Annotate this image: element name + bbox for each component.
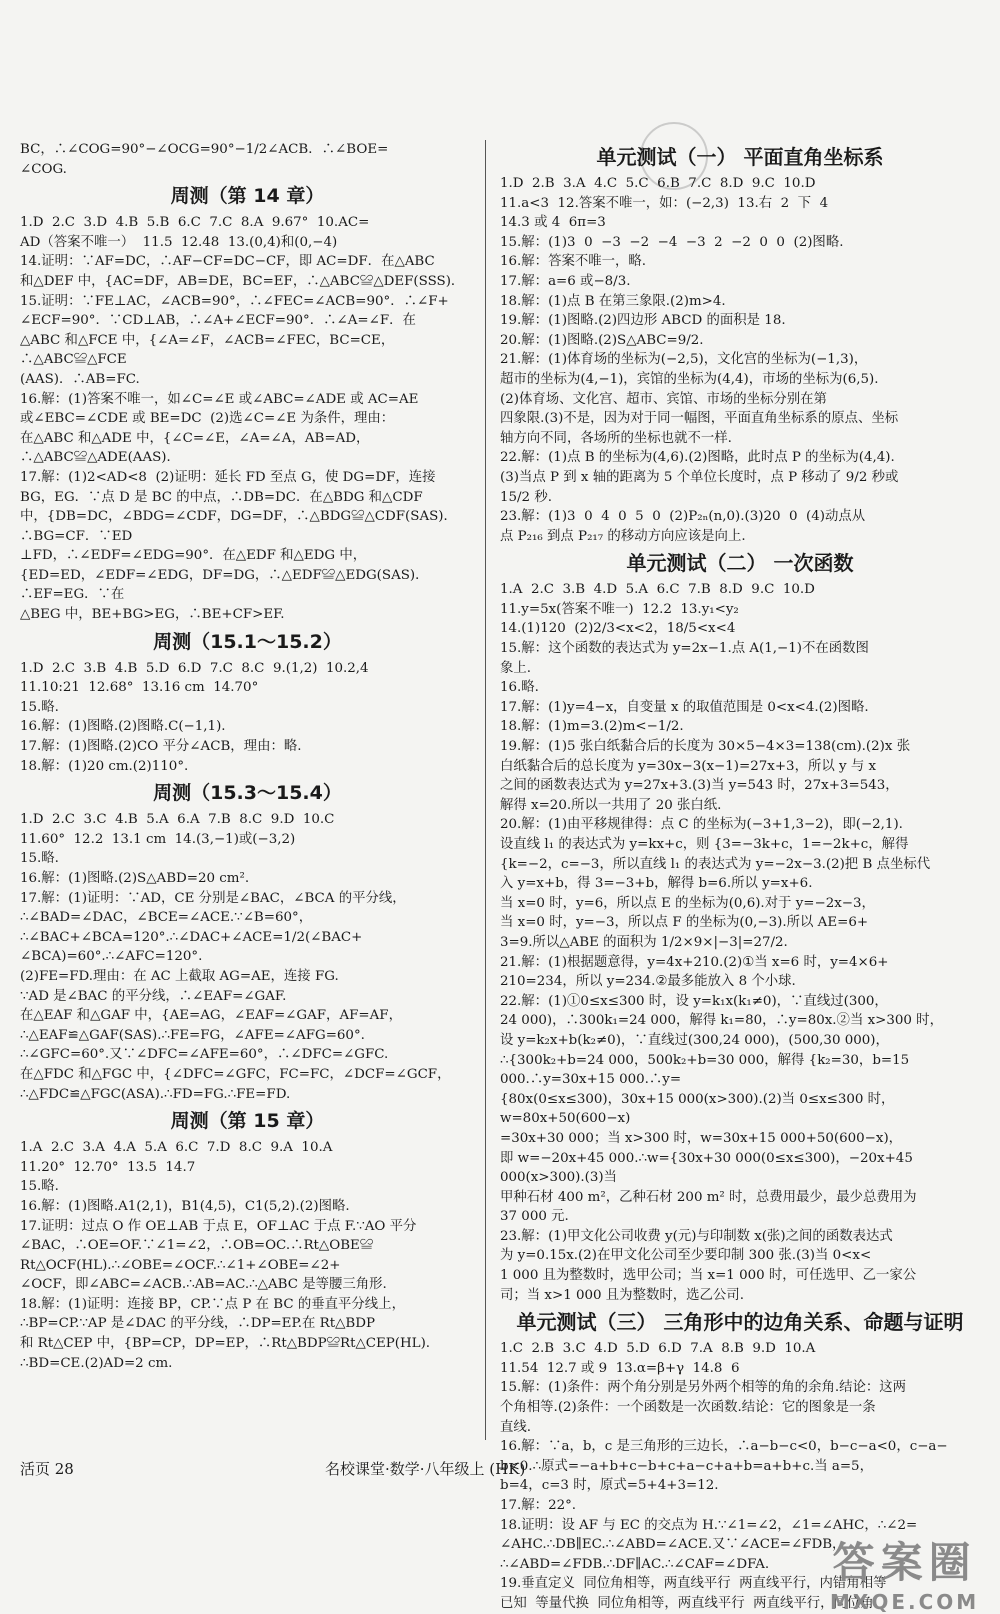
answer-line: 之间的函数表达式为 y=27x+3.(3)当 y=543 时，27x+3=543， bbox=[500, 778, 899, 794]
watermark-logo-text: 答案圈 bbox=[832, 1538, 977, 1587]
answer-line: ⊥FD，∴∠EDF=∠EDG=90°．在△EDF 和△EDG 中， bbox=[20, 548, 367, 564]
section-unit-test-1 bbox=[500, 174, 980, 546]
answer-line: 白纸黏合后的总长度为 y=30x−3(x−1)=27x+3，所以 y 与 x bbox=[500, 758, 877, 774]
answer-line: 1.A 2.C 3.B 4.D 5.A 6.C 7.B 8.D 9.C 10.D bbox=[500, 582, 815, 598]
answer-line: 在△FDC 和△FGC 中，{∠DFC=∠GFC，FC=FC，∠DCF=∠GCF， bbox=[20, 1066, 451, 1082]
heading-unit-test-2: 单元测试（二） 一次函数 bbox=[626, 551, 854, 576]
answer-line: (3)当点 P 到 x 轴的距离为 5 个单位长度时，点 P 移动了 9/2 秒或 bbox=[500, 469, 899, 485]
answer-line: 解得 x=20.所以一共用了 20 张白纸. bbox=[500, 797, 722, 813]
answer-line: ∠BAC，∴OE=OF.∵∠1=∠2，∴OB=OC.∴Rt△OBE≌ bbox=[20, 1238, 374, 1254]
answer-line: 超市的坐标为(4,−1)，宾馆的坐标为(4,4)，市场的坐标为(6,5). bbox=[500, 371, 879, 387]
answer-line: 16.略. bbox=[500, 680, 539, 696]
answer-line: 16.解：(1)图略.(2)S△ABD=20 cm². bbox=[20, 871, 250, 886]
answer-line: ∴∠ABD=∠FDB.∴DF∥AC.∴∠CAF=∠DFA. bbox=[500, 1556, 770, 1572]
answer-line: 1.D 2.C 3.D 4.B 5.B 6.C 7.C 8.A 9.67° 10.AC= bbox=[20, 215, 370, 231]
section-weekly-test-15-3-15-4 bbox=[20, 810, 475, 1104]
answer-line: 14.(1)120 (2)2/3<x<2，18/5<x<4 bbox=[500, 621, 736, 637]
answer-line: 17.解：(1)证明：∵AD，CE 分别是∠BAC，∠BCA 的平分线， bbox=[20, 890, 406, 906]
answer-line: 1.D 2.B 3.A 4.C 5.C 6.B 7.C 8.D 9.C 10.D bbox=[500, 176, 816, 191]
answer-line: 设直线 l₁ 的表达式为 y=kx+c，则 {3=−3k+c，1=−2k+c，解得 bbox=[500, 837, 909, 852]
answer-line: 1 000 且为整数时，选甲公司；当 x=1 000 时，可任选甲、乙一家公 bbox=[500, 1268, 917, 1284]
answer-line: b<0.∴原式=−a+b+c−b+c+a−c+a+b=a+b+c.当 a=5， bbox=[500, 1458, 873, 1474]
heading-unit-test-1: 单元测试（一） 平面直角坐标系 bbox=[596, 145, 884, 169]
answer-line: 24 000)，∴300k₁=24 000，解得 k₁=80，∴y=80x.②当 x>300 时， bbox=[500, 1013, 943, 1029]
answer-line: 11.a<3 12.答案不唯一，如：(−2,3) 13.右 2 下 4 bbox=[500, 195, 829, 211]
answer-line: 37 000 元. bbox=[500, 1209, 569, 1225]
answer-line: 直线. bbox=[500, 1419, 532, 1435]
answer-line: 在△ABC 和△ADE 中，{∠C=∠E，∠A=∠A，AB=AD，∴△ABC≌△ADE(AAS)． bbox=[20, 430, 370, 466]
heading-unit-test-3: 单元测试（三） 三角形中的边角关系、命题与证明 bbox=[516, 1310, 964, 1335]
answer-line: 19.解：(1)5 张白纸黏合后的长度为 30×5−4×3=138(cm).(2)x 张 bbox=[500, 739, 911, 755]
answer-line: 为 y=0.15x.(2)在甲文化公司至少要印制 300 张.(3)当 0<x< bbox=[500, 1248, 872, 1264]
answer-line: 即 w=−20x+45 000.∴w={30x+30 000(0≤x≤300)，−20x+45 000(x>300).(3)当 bbox=[500, 1150, 918, 1186]
answer-line: =30x+30 000；当 x>300 时，w=30x+15 000+50(600−x)， bbox=[500, 1130, 903, 1146]
answer-line: ∴BD=CE.(2)AD=2 cm. bbox=[20, 1355, 173, 1371]
answer-line: (2)FE=FD.理由：在 AC 上截取 AG=AE，连接 FG. bbox=[20, 968, 339, 984]
answer-line: 23.解：(1)3 0 4 0 5 0 (2)P₂ₙ(n,0).(3)20 0 (4)动点从 bbox=[500, 509, 866, 525]
answer-line: 11.10:21 12.68° 13.16 cm 14.70° bbox=[20, 680, 259, 696]
answer-line: △BEG 中，BE+BG>EG，∴BE+CF>EF. bbox=[20, 607, 285, 623]
answer-line: 17.解：22°. bbox=[500, 1498, 577, 1513]
answer-line: 3=9.所以△ABE 的面积为 1/2×9×|−3|=27/2. bbox=[500, 934, 788, 950]
heading-weekly-test-15-3-15-4: 周测（15.3～15.4） bbox=[153, 782, 342, 805]
answer-line: 15.解：(1)3 0 −3 −2 −4 −3 2 −2 0 0 (2)图略. bbox=[500, 234, 844, 250]
answer-line: b=4，c=3 时，原式=5+4+3=12. bbox=[500, 1478, 719, 1494]
answer-line: 18.解：(1)m=3.(2)m<−1/2. bbox=[500, 719, 684, 735]
answer-line: {ED=ED，∠EDF=∠EDG，DF=DG，∴△EDF≌△EDG(SAS)．∴EF=EG．∵在 bbox=[20, 567, 429, 603]
answer-line: (AAS)．∴AB=FC. bbox=[20, 371, 140, 387]
heading-weekly-test-14: 周测（第 14 章） bbox=[170, 185, 325, 208]
answer-line: 1.C 2.B 3.C 4.D 5.D 6.D 7.A 8.B 9.D 10.A bbox=[500, 1341, 816, 1357]
answer-line: 当 x=0 时，y=−3，所以点 F 的坐标为(0,−3).所以 AE=6+ bbox=[500, 915, 869, 931]
answer-line: ∵AD 是∠BAC 的平分线，∴∠EAF=∠GAF. bbox=[20, 988, 287, 1004]
answer-line: 和△DEF 中，{AC=DF，AB=DE，BC=EF，∴△ABC≌△DEF(SSS)． bbox=[20, 273, 465, 289]
answer-line: ∠ECF=90°．∵CD⊥AB，∴∠A+∠ECF=90°．∴∠A=∠F．在 bbox=[20, 313, 416, 329]
heading-weekly-test-15: 周测（第 15 章） bbox=[170, 1110, 325, 1133]
answer-line: BC，∴∠COG=90°−∠OCG=90°−1/2∠ACB．∴∠BOE= bbox=[20, 142, 389, 157]
answer-line: 14.证明：∵AF=DC，∴AF−CF=DC−CF，即 AC=DF．在△ABC bbox=[20, 254, 435, 270]
answer-line: 16.解：(1)图略.(2)图略.C(−1,1). bbox=[20, 719, 226, 735]
answer-line: 18.解：(1)证明：连接 BP，CP.∵点 P 在 BC 的垂直平分线上， bbox=[20, 1296, 405, 1312]
answer-line: ∴∠GFC=60°.又∵∠DFC=∠AFE=60°，∴∠DFC=∠GFC. bbox=[20, 1047, 389, 1063]
answer-line: 19.解：(1)图略.(2)四边形 ABCD 的面积是 18. bbox=[500, 313, 786, 329]
answer-line: ∠BCA)=60°.∴∠AFC=120°. bbox=[20, 949, 203, 965]
answer-line: 14.3 或 4 6π=3 bbox=[500, 215, 606, 231]
answer-line: AD（答案不唯一） 11.5 12.48 13.(0,4)和(0,−4) bbox=[20, 234, 338, 250]
right-column bbox=[500, 140, 980, 1614]
answer-line: {k=−2，c=−3，所以直线 l₁ 的表达式为 y=−2x−3.(2)把 B 点坐标代 bbox=[500, 856, 931, 872]
answer-line: 210=234，所以 y=234.②最多能放入 8 个小球. bbox=[500, 974, 796, 990]
answer-line: 22.解：(1)①0≤x≤300 时，设 y=k₁x(k₁≠0)，∵直线过(300， bbox=[500, 993, 888, 1009]
answer-line: 四象限.(3)不是，因为对于同一幅图，平面直角坐标系的原点、坐标 bbox=[500, 411, 899, 427]
answer-line: 21.解：(1)根据题意得，y=4x+210.(2)①当 x=6 时，y=4×6+ bbox=[500, 954, 889, 970]
answer-line: 21.解：(1)体育场的坐标为(−2,5)，文化宫的坐标为(−1,3)， bbox=[500, 352, 868, 368]
answer-line: 17.解：(1)y=4−x，自变量 x 的取值范围是 0<x<4.(2)图略. bbox=[500, 699, 869, 715]
answer-line: 16.解：∵a，b，c 是三角形的三边长，∴a−b−c<0，b−c−a<0，c−a− bbox=[500, 1439, 948, 1455]
section-weekly-test-14 bbox=[20, 213, 475, 624]
watermark bbox=[830, 1530, 979, 1614]
heading-weekly-test-15-1-15-2: 周测（15.1～15.2） bbox=[153, 630, 342, 653]
answer-line: 17.解：a=6 或−8/3. bbox=[500, 273, 631, 289]
answer-line: 20.解：(1)由平移规律得：点 C 的坐标为(−3+1,3−2)，即(−2,1). bbox=[500, 817, 903, 833]
answer-line: 设 y=k₂x+b(k₂≠0)，∵直线过(300,24 000)，(500,30 000)， bbox=[500, 1032, 889, 1048]
answer-line: 18.证明：设 AF 与 EC 的交点为 H.∵∠1=∠2，∠1=∠AHC，∴∠2= bbox=[500, 1517, 918, 1533]
answer-line: 17.解：(1)图略.(2)CO 平分∠ACB，理由：略. bbox=[20, 739, 302, 755]
answer-line: ∠OCF，即∠ABC=∠ACB.∴AB=AC.∴△ABC 是等腰三角形. bbox=[20, 1277, 387, 1293]
left-column bbox=[20, 140, 475, 1373]
answer-line: 15.略. bbox=[20, 699, 59, 715]
answer-line: ∴∠BAC+∠BCA=120°.∴∠DAC+∠ACE=1/2(∠BAC+ bbox=[20, 929, 363, 945]
answer-line: 16.解：答案不唯一，略. bbox=[500, 254, 647, 270]
answer-line: 点 P₂₁₆ 到点 P₂₁₇ 的移动方向应该是向上. bbox=[500, 528, 746, 544]
section-unit-test-2 bbox=[500, 580, 980, 1305]
book-title: 名校课堂·数学·八年级上 (HK) bbox=[325, 1460, 526, 1478]
answer-line: 个角相等.(2)条件：一个函数是一次函数.结论：它的图象是一条 bbox=[500, 1400, 876, 1416]
answer-line: 象上. bbox=[500, 660, 532, 676]
answer-line: 18.解：(1)点 B 在第三象限.(2)m>4. bbox=[500, 293, 726, 309]
watermark-url: MXQE.COM bbox=[830, 1590, 980, 1614]
answer-line: 11.60° 12.2 13.1 cm 14.(3,−1)或(−3,2) bbox=[20, 831, 296, 847]
section-weekly-test-15 bbox=[20, 1138, 475, 1373]
answer-line: 和 Rt△CEP 中，{BP=CP，DP=EP，∴Rt△BDP≌Rt△CEP(HL). bbox=[20, 1336, 431, 1352]
answer-line: Rt△OCF(HL).∴∠OBE=∠OCF.∴∠1+∠OBE=∠2+ bbox=[20, 1257, 341, 1273]
answer-line: 19.垂直定义 同位角相等，两直线平行 两直线平行，内错角相等 bbox=[500, 1576, 887, 1592]
answer-line: ∴△EAF≌△GAF(SAS).∴FE=FG，∠AFE=∠AFG=60°. bbox=[20, 1027, 365, 1043]
section-intro bbox=[20, 140, 475, 179]
column-divider bbox=[485, 140, 486, 1440]
answer-line: 在△EAF 和△GAF 中，{AE=AG，∠EAF=∠GAF，AF=AF， bbox=[20, 1008, 402, 1024]
answer-line: 22.解：(1)点 B 的坐标为(4,6).(2)图略，此时点 P 的坐标为(4,4). bbox=[500, 450, 895, 466]
answer-line: 11.54 12.7 或 9 13.α=β+γ 14.8 6 bbox=[500, 1360, 740, 1376]
answer-line: 或∠EBC=∠CDE 或 BE=DC (2)选∠C=∠E 为条件，理由： bbox=[20, 411, 395, 427]
answer-line: 轴方向不同，各场所的坐标也就不一样. bbox=[500, 430, 732, 446]
answer-line: △ABC 和△FCE 中，{∠A=∠F，∠ACB=∠FEC，BC=CE，∴△ABC≌△FCE bbox=[20, 332, 395, 368]
answer-line: 15.证明：∵FE⊥AC，∠ACB=90°，∴∠FEC=∠ACB=90°．∴∠F+ bbox=[20, 293, 449, 309]
answer-line: 中，{DB=DC，∠BDG=∠CDF，DG=DF，∴△BDG≌△CDF(SAS)．∴BG=CF．∵ED bbox=[20, 509, 457, 544]
answer-line: (2)体育场、文化宫、超市、宾馆、市场的坐标分别在第 bbox=[500, 391, 827, 407]
answer-line: 11.y=5x(答案不唯一) 12.2 13.y₁<y₂ bbox=[500, 601, 739, 617]
answer-line: ∴BP=CP.∵AP 是∠DAC 的平分线，∴DP=EP.在 Rt△BDP bbox=[20, 1316, 375, 1332]
answer-line: ∴∠BAD=∠DAC，∠BCE=∠ACE.∵∠B=60°， bbox=[20, 910, 313, 926]
answer-line: 1.D 2.C 3.C 4.B 5.A 6.A 7.B 8.C 9.D 10.C bbox=[20, 812, 335, 828]
page-number: 活页 28 bbox=[20, 1460, 74, 1478]
answer-line: 15/2 秒. bbox=[500, 489, 552, 505]
answer-line: 15.略. bbox=[20, 851, 59, 867]
answer-line: ∠COG. bbox=[20, 161, 67, 177]
answer-line: 18.解：(1)20 cm.(2)110°. bbox=[20, 758, 189, 774]
answer-line: 16.解：(1)答案不唯一，如∠C=∠E 或∠ABC=∠ADE 或 AC=AE bbox=[20, 391, 419, 407]
answer-line: ∠AHC.∴DB∥EC.∴∠ABD=∠ACE.又∵∠ACE=∠FDB， bbox=[500, 1537, 846, 1553]
answer-line: 当 x=0 时，y=6，所以点 E 的坐标为(0,6).对于 y=−2x−3， bbox=[500, 895, 875, 911]
answer-line: 入 y=x+b，得 3=−3+b，解得 b=6.所以 y=x+6. bbox=[500, 876, 813, 892]
answer-line: 17.证明：过点 O 作 OE⊥AB 于点 E，OF⊥AC 于点 F.∵AO 平分 bbox=[20, 1218, 417, 1234]
answer-line: 16.解：(1)图略.A1(2,1)，B1(4,5)，C1(5,2).(2)图略. bbox=[20, 1198, 350, 1214]
answer-line: BG，EG．∵点 D 是 BC 的中点，∴DB=DC．在△BDG 和△CDF bbox=[20, 489, 423, 505]
answer-line: 23.解：(1)甲文化公司收费 y(元)与印制数 x(张)之间的函数表达式 bbox=[500, 1228, 893, 1244]
answer-line: {80x(0≤x≤300)，30x+15 000(x>300).(2)当 0≤x≤300 时，w=80x+50(600−x) bbox=[500, 1091, 895, 1127]
answer-line: 17.解：(1)2<AD<8 (2)证明：延长 FD 至点 G，使 DG=DF，连接 bbox=[20, 469, 436, 485]
answer-line: 11.20° 12.70° 13.5 14.7 bbox=[20, 1159, 196, 1175]
answer-line: 20.解：(1)图略.(2)S△ABC=9/2. bbox=[500, 332, 704, 348]
answer-line: 司；当 x>1 000 且为整数时，选乙公司. bbox=[500, 1287, 744, 1303]
section-weekly-test-15-1-15-2 bbox=[20, 659, 475, 777]
answer-line: 15.解：(1)条件：两个角分别是另外两个相等的角的余角.结论：这两 bbox=[500, 1380, 907, 1396]
answer-line: 已知 等量代换 同位角相等，两直线平行 两直线平行，同位角 bbox=[500, 1595, 874, 1611]
answer-line: 1.A 2.C 3.A 4.A 5.A 6.C 7.D 8.C 9.A 10.A bbox=[20, 1140, 333, 1156]
answer-line: 15.解：这个函数的表达式为 y=2x−1.点 A(1,−1)不在函数图 bbox=[500, 641, 869, 657]
answer-line: 甲种石材 400 m²，乙种石材 200 m² 时，总费用最少，最少总费用为 bbox=[500, 1189, 917, 1205]
answer-line: ∴△FDC≌△FGC(ASA).∴FD=FG.∴FE=FD. bbox=[20, 1086, 291, 1102]
answer-line: 1.D 2.C 3.B 4.B 5.D 6.D 7.C 8.C 9.(1,2) 10.2,4 bbox=[20, 660, 369, 676]
answer-line: ∴{300k₂+b=24 000，500k₂+b=30 000，解得 {k₂=30，b=15 000.∴y=30x+15 000.∴y= bbox=[500, 1052, 914, 1088]
answer-line: 15.略. bbox=[20, 1179, 59, 1195]
